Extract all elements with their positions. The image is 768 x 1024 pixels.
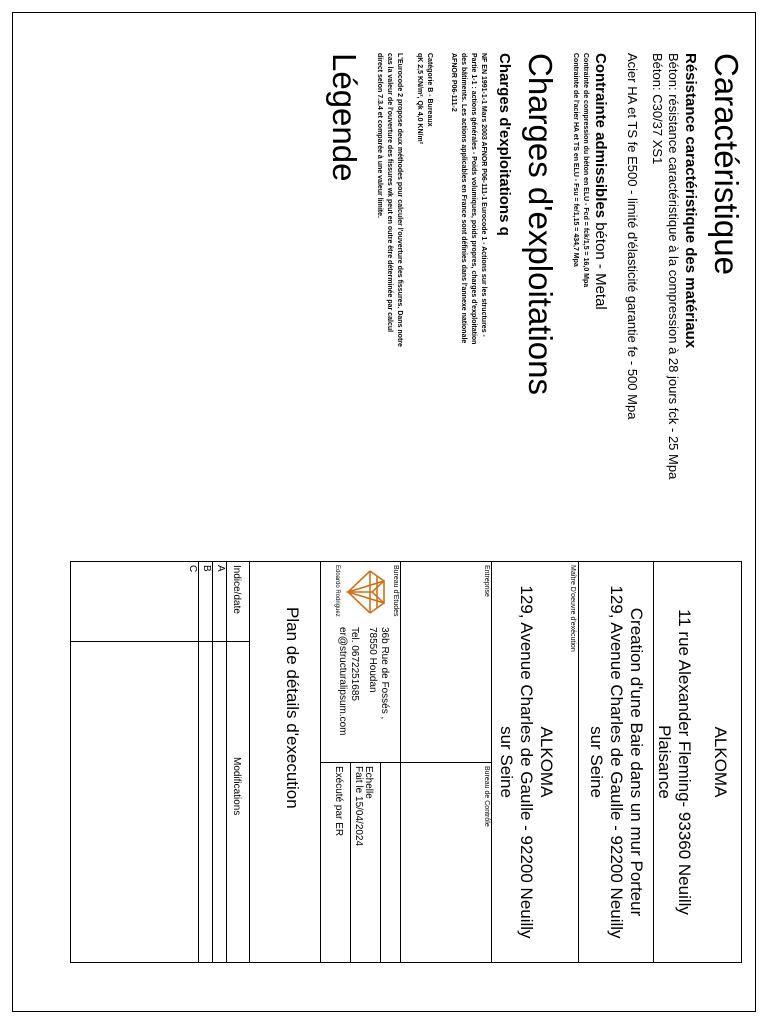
tb-divider-1	[653, 561, 654, 963]
client-name: ALKOMA	[711, 726, 730, 798]
modifications-header: Modifications	[231, 757, 242, 816]
drawing-sheet	[12, 12, 756, 1012]
client-address-2: Plaisance	[655, 725, 674, 799]
project-address-1: 129, Avenue Charles de Gaulle - 92200 Neuilly	[607, 585, 626, 939]
be-address-2: 78550 Houdan	[367, 627, 378, 693]
heading-contrainte	[592, 53, 609, 310]
execute-par-text: Exécuté par ER	[333, 766, 344, 837]
text-contrainte-2: Contrainte de l'acier HA et TS en ELU - Fsu = fe/1,15 = 434,7 Mpa	[572, 53, 579, 267]
text-eurocode-2: cas la valeur de l'ouverture des fissures wk peut en outre être déterminée par calcul	[386, 53, 393, 333]
heading-contrainte-b: béton - Metal	[592, 218, 609, 310]
text-beton-1: Béton: résistance caractéristique à la compression à 28 jours fck - 25 Mpa	[666, 53, 681, 480]
heading-charges-q: Charges d'exploitations q	[496, 53, 513, 236]
moe-address-2: sur Seine	[497, 726, 516, 798]
indice-date-header: Indice/date	[231, 565, 242, 614]
heading-resistance: Résistance caractéristique des matériaux	[682, 53, 699, 349]
tb-divider-fait	[350, 762, 351, 963]
tb-row-line-2	[212, 561, 213, 963]
be-logo-text: Edoardo Rodriguez	[334, 565, 340, 617]
moe-address-1: 129, Avenue Charles de Gaulle - 92200 Neuilly	[517, 585, 536, 939]
entreprise-label: Entreprise	[483, 565, 490, 597]
heading-charges: Charges d'exploitations	[522, 53, 559, 396]
tb-divider-6	[249, 561, 250, 963]
modif-row-b: B	[201, 565, 212, 572]
text-categorie-1: Catégorie B - Bureaux	[426, 53, 433, 127]
controle-label: Bureau de Contrôle	[483, 766, 490, 827]
heading-contrainte-a: Contrainte admissibles	[592, 53, 609, 219]
tb-row-line-1	[226, 561, 227, 963]
text-contrainte-1: Contrainte de compression du béton en ELU - Fcd = fck/1,5 = 16,0 Mpa	[582, 53, 589, 288]
tb-divider-echelle	[380, 762, 381, 963]
be-label: Bureau d'Etudes	[392, 565, 399, 617]
project-address-2: sur Seine	[587, 726, 606, 798]
text-nf-1: NF EN 1991-1-1 Mars 2003 AFNOR P06-111-1 Eurocode 1 - Actions sur les structures -	[480, 53, 487, 337]
moe-label: Maître D'oeuvre d'exécution	[569, 565, 576, 652]
tb-vdivider-indice	[70, 641, 250, 642]
text-nf-3: des bâtiments. Les actions applicables en France sont définies dans l'annexe nationale	[460, 53, 467, 344]
be-email: er@structuralipsum.com	[337, 627, 348, 736]
text-eurocode-3: direct selon 7.3.4 et comparée à une valeur limite.	[376, 53, 383, 218]
tb-border-top	[741, 561, 742, 963]
tb-divider-2	[578, 561, 579, 963]
modif-row-a: A	[215, 565, 226, 572]
text-categorie-2: qK 2,5 KN/m², Qk 4,0 KN/m²	[416, 53, 423, 145]
project-title: Creation d'une Baie dans un mur Porteur	[627, 607, 646, 917]
title-block	[70, 561, 742, 963]
tb-vdivider-be	[321, 762, 401, 763]
plan-title: Plan de détails d'execution	[283, 607, 302, 809]
be-logo	[344, 567, 390, 617]
be-telephone: Tel. 0672251685	[349, 627, 360, 701]
moe-name: ALKOMA	[537, 726, 556, 798]
tb-divider-5	[320, 561, 321, 963]
text-eurocode-1: L'Eurocode 2 propose deux méthodes pour calculer l'ouverture des fissures. Dans notre	[396, 53, 403, 347]
text-beton-2: Béton: C30/37 XS1	[650, 53, 665, 165]
client-address-1: 11 rue Alexander Fleming- 93360 Neuilly	[675, 609, 694, 915]
fait-le-text: Fait le 15/04/2024	[353, 766, 364, 847]
modif-row-c: C	[187, 565, 198, 573]
heading-legende: Légende	[326, 53, 363, 182]
echelle-label: Echelle	[363, 766, 374, 799]
be-address-1: 36b Rue de Fossés ,	[379, 627, 390, 720]
tb-vdivider-entreprise	[401, 762, 492, 763]
text-nf-2: Partie 1-1 : actions générales - Poids volumiques, poids propres, charges d'exploitation	[470, 53, 477, 345]
text-nf-4: AFNOR P06-111-2	[450, 53, 457, 112]
heading-caracteristique: Caractéristique	[708, 53, 745, 275]
tb-row-line-3	[198, 561, 199, 963]
tb-border-bottom	[70, 561, 71, 963]
rotated-content	[13, 13, 757, 1013]
text-acier: Acier HA et TS fe E500 - limité d'élasticité garantie fe - 500 Mpa	[625, 53, 640, 420]
